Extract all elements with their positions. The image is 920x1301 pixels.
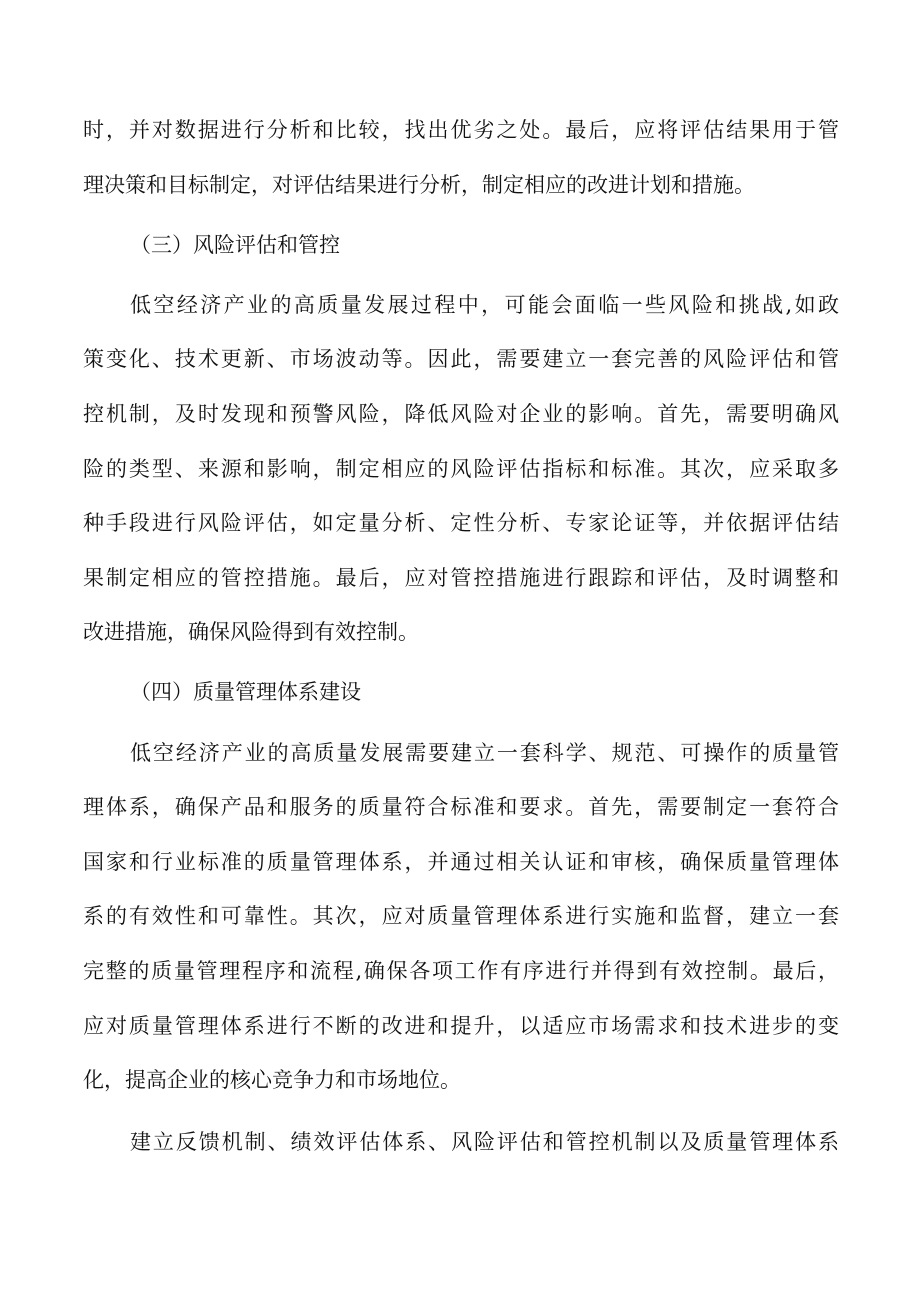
section-heading-3: （三）风险评估和管控 [130, 233, 340, 257]
paragraph-line: 果制定相应的管控措施。最后，应对管控措施进行跟踪和评估，及时调整和 [83, 566, 839, 590]
paragraph-line: 低空经济产业的高质量发展过程中，可能会面临一些风险和挑战,如政 [130, 293, 839, 317]
paragraph-line: 国家和行业标准的质量管理体系，并通过相关认证和审核，确保质量管理体 [83, 850, 839, 874]
paragraph-line: 改进措施，确保风险得到有效控制。 [83, 620, 419, 644]
paragraph-line: 低空经济产业的高质量发展需要建立一套科学、规范、可操作的质量管 [130, 741, 839, 765]
paragraph-line: 险的类型、来源和影响，制定相应的风险评估指标和标准。其次，应采取多 [83, 457, 839, 481]
paragraph-line: 理体系，确保产品和服务的质量符合标准和要求。首先，需要制定一套符合 [83, 795, 839, 819]
paragraph-line: 应对质量管理体系进行不断的改进和提升，以适应市场需求和技术进步的变 [83, 1014, 839, 1038]
paragraph-line: 化，提高企业的核心竞争力和市场地位。 [83, 1068, 461, 1092]
paragraph-line: 控机制，及时发现和预警风险，降低风险对企业的影响。首先，需要明确风 [83, 402, 839, 426]
section-heading-4: （四）质量管理体系建设 [130, 680, 361, 704]
paragraph-line: 时，并对数据进行分析和比较，找出优劣之处。最后，应将评估结果用于管 [83, 118, 839, 142]
paragraph-line: 种手段进行风险评估，如定量分析、定性分析、专家论证等，并依据评估结 [83, 511, 839, 535]
paragraph-line: 理决策和目标制定，对评估结果进行分析，制定相应的改进计划和措施。 [83, 173, 755, 197]
paragraph-line: 系的有效性和可靠性。其次，应对质量管理体系进行实施和监督，建立一套 [83, 904, 839, 928]
paragraph-line: 策变化、技术更新、市场波动等。因此，需要建立一套完善的风险评估和管 [83, 347, 839, 371]
paragraph-line: 建立反馈机制、绩效评估体系、风险评估和管控机制以及质量管理体系 [130, 1130, 839, 1154]
paragraph-line: 完整的质量管理程序和流程,确保各项工作有序进行并得到有效控制。最后， [83, 959, 839, 983]
